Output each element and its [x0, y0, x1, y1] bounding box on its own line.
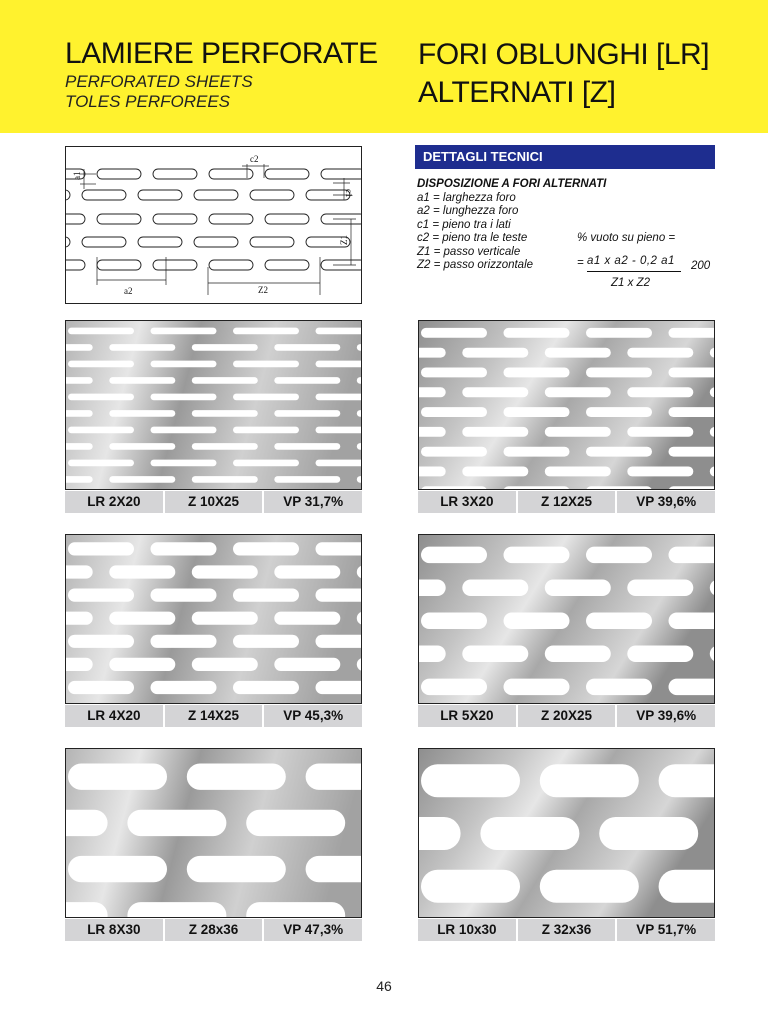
- slot-hole: [419, 348, 446, 358]
- diagram-slot: [321, 169, 361, 179]
- slot-hole: [66, 658, 93, 671]
- slot-hole: [151, 394, 217, 401]
- slot-hole: [316, 328, 362, 335]
- slot-hole: [233, 589, 299, 602]
- diagram-slot: [82, 237, 126, 247]
- slot-hole: [421, 870, 520, 903]
- diagram-slot: [138, 237, 182, 247]
- slot-hole: [627, 427, 693, 437]
- pitch: Z 32x36: [516, 919, 616, 941]
- sheet-pattern: [419, 535, 714, 703]
- sample-lr-2x20: [65, 320, 362, 513]
- definition-z2: Z2 = passo orizzontale: [417, 259, 534, 271]
- slot-hole: [127, 902, 226, 917]
- slot-hole: [669, 679, 715, 696]
- slot-hole: [274, 612, 340, 625]
- sheet-pattern: [66, 321, 361, 489]
- slot-hole: [545, 467, 611, 477]
- slot-hole: [233, 635, 299, 648]
- diagram-slot: [97, 260, 141, 270]
- technical-diagram: [65, 146, 362, 304]
- diagram-slot: [66, 260, 85, 270]
- slot-hole: [627, 467, 693, 477]
- slot-hole: [669, 613, 715, 630]
- slot-hole: [127, 810, 226, 836]
- definition-z1: Z1 = passo verticale: [417, 245, 521, 258]
- slot-hole: [504, 328, 570, 338]
- slot-hole: [151, 542, 217, 555]
- slot-hole: [66, 344, 93, 351]
- slot-hole: [151, 361, 217, 368]
- perforated-sheet-photo: [418, 748, 715, 918]
- hole-size: LR 8X30: [87, 922, 141, 937]
- diagram-drawing: [66, 147, 361, 303]
- slot-hole: [669, 368, 715, 378]
- pitch: Z 20X25: [516, 705, 616, 727]
- slot-hole: [68, 361, 134, 368]
- formula-label: % vuoto su pieno =: [577, 232, 676, 244]
- slot-hole: [68, 328, 134, 335]
- diagram-slot: [209, 169, 253, 179]
- slot-hole: [627, 348, 693, 358]
- page-number: 46: [376, 978, 392, 994]
- label-c2: c2: [250, 154, 259, 164]
- perforated-sheet-photo: [65, 748, 362, 918]
- slot-hole: [421, 328, 487, 338]
- slot-hole: [274, 377, 340, 384]
- open-area: VP 47,3%: [262, 919, 362, 941]
- diagram-slot: [265, 169, 309, 179]
- slot-hole: [421, 407, 487, 417]
- slot-hole: [599, 817, 698, 850]
- definition-c1: c1 = pieno tra i lati: [417, 218, 511, 231]
- diagram-slot: [82, 190, 126, 200]
- subtitle-french: TOLES PERFOREES: [65, 92, 231, 111]
- slot-hole: [586, 486, 652, 489]
- slot-hole: [66, 410, 93, 417]
- slot-hole: [151, 681, 217, 694]
- slot-hole: [659, 764, 714, 797]
- slot-hole: [419, 427, 446, 437]
- slot-hole: [274, 565, 340, 578]
- slot-hole: [462, 427, 528, 437]
- diagram-slot: [209, 214, 253, 224]
- slot-hole: [504, 679, 570, 696]
- sample-lr-3x20: [418, 320, 715, 513]
- slot-hole: [68, 394, 134, 401]
- slot-hole: [421, 447, 487, 457]
- page-title: LAMIERE PERFORATE: [65, 37, 378, 70]
- diagram-slot: [153, 260, 197, 270]
- slot-hole: [586, 547, 652, 564]
- slot-hole: [274, 476, 340, 483]
- slot-hole: [151, 328, 217, 335]
- sample-lr-8x30: [65, 748, 362, 941]
- technical-details: [415, 145, 715, 289]
- slot-hole: [68, 856, 167, 882]
- perforated-sheet-photo: [65, 534, 362, 704]
- label-z2: Z2: [258, 285, 268, 295]
- pitch: Z 10X25: [163, 491, 263, 513]
- slot-hole: [109, 410, 175, 417]
- slot-hole: [462, 646, 528, 663]
- slot-hole: [151, 427, 217, 434]
- diagram-slot: [97, 214, 141, 224]
- slot-hole: [586, 328, 652, 338]
- label-c1: c1: [344, 189, 354, 198]
- diagram-slot: [194, 237, 238, 247]
- diagram-slot: [66, 214, 85, 224]
- slot-hole: [192, 612, 258, 625]
- pitch: Z 12X25: [516, 491, 616, 513]
- hole-size: LR 2X20: [87, 494, 141, 509]
- slot-hole: [192, 658, 258, 671]
- spec-caption: [418, 705, 715, 727]
- label-z1: Z1: [339, 235, 349, 245]
- slot-hole: [504, 447, 570, 457]
- diagram-slot: [153, 169, 197, 179]
- formula-numerator: a1 x a2 - 0,2 a1: [587, 255, 675, 267]
- sample-lr-4x20: [65, 534, 362, 727]
- slot-hole: [192, 565, 258, 578]
- hole-size: LR 10x30: [437, 922, 497, 937]
- slot-hole: [586, 679, 652, 696]
- slot-hole: [233, 328, 299, 335]
- slot-hole: [233, 681, 299, 694]
- slot-hole: [68, 764, 167, 790]
- slot-hole: [68, 427, 134, 434]
- slot-hole: [669, 328, 715, 338]
- slot-hole: [540, 764, 639, 797]
- slot-hole: [233, 361, 299, 368]
- definition-a2: a2 = lunghezza foro: [417, 205, 519, 217]
- slot-hole: [462, 387, 528, 397]
- slot-hole: [545, 387, 611, 397]
- diagram-slot: [265, 260, 309, 270]
- slot-hole: [462, 348, 528, 358]
- slot-hole: [68, 681, 134, 694]
- slot-hole: [586, 407, 652, 417]
- slot-hole: [316, 589, 362, 602]
- slot-hole: [192, 344, 258, 351]
- definition-a1: a1 = larghezza foro: [417, 191, 516, 204]
- open-area: VP 39,6%: [615, 491, 715, 513]
- layout-heading: DISPOSIZIONE A FORI ALTERNATI: [417, 178, 607, 190]
- spec-caption: [418, 491, 715, 513]
- slot-hole: [545, 580, 611, 597]
- slot-hole: [306, 764, 361, 790]
- open-area: VP 39,6%: [615, 705, 715, 727]
- open-area: VP 45,3%: [262, 705, 362, 727]
- sheet-pattern: [419, 321, 714, 489]
- slot-hole: [504, 368, 570, 378]
- slot-hole: [421, 679, 487, 696]
- slot-hole: [192, 377, 258, 384]
- slot-hole: [233, 427, 299, 434]
- slot-hole: [504, 407, 570, 417]
- hole-size: LR 3X20: [440, 494, 494, 509]
- slot-hole: [669, 447, 715, 457]
- tech-details-bar: DETTAGLI TECNICI: [415, 145, 715, 169]
- slot-hole: [274, 443, 340, 450]
- slot-hole: [246, 810, 345, 836]
- slot-hole: [419, 817, 461, 850]
- slot-hole: [233, 542, 299, 555]
- diagram-slot: [250, 237, 294, 247]
- slot-hole: [68, 460, 134, 467]
- slot-hole: [109, 344, 175, 351]
- slot-hole: [187, 856, 286, 882]
- diagram-slot: [265, 214, 309, 224]
- slot-hole: [316, 635, 362, 648]
- definition-c2: c2 = pieno tra le teste: [417, 232, 528, 244]
- slot-hole: [316, 394, 362, 401]
- slot-hole: [109, 612, 175, 625]
- slot-hole: [68, 542, 134, 555]
- slot-hole: [462, 580, 528, 597]
- diagram-slot: [66, 190, 70, 200]
- slot-hole: [66, 810, 108, 836]
- slot-hole: [306, 856, 361, 882]
- slot-hole: [586, 613, 652, 630]
- diagram-slot: [97, 169, 141, 179]
- slot-hole: [316, 542, 362, 555]
- spec-caption: [65, 919, 362, 941]
- slot-hole: [109, 658, 175, 671]
- header-right: [418, 36, 709, 112]
- diagram-slot: [138, 190, 182, 200]
- slot-hole: [669, 486, 715, 489]
- slot-hole: [151, 589, 217, 602]
- formula-multiplier: 200: [691, 260, 711, 272]
- section-title-line2: ALTERNATI [Z]: [418, 76, 616, 109]
- slot-hole: [545, 427, 611, 437]
- spec-caption: [65, 705, 362, 727]
- slot-hole: [627, 580, 693, 597]
- slot-hole: [274, 658, 340, 671]
- slot-hole: [192, 410, 258, 417]
- slot-hole: [151, 635, 217, 648]
- slot-hole: [68, 589, 134, 602]
- slot-hole: [421, 368, 487, 378]
- slot-hole: [109, 476, 175, 483]
- slot-hole: [66, 902, 108, 917]
- metal-surface: [419, 321, 714, 489]
- slot-hole: [419, 467, 446, 477]
- formula-equals: =: [577, 257, 584, 269]
- slot-hole: [586, 368, 652, 378]
- sheet-pattern: [66, 749, 361, 917]
- slot-hole: [246, 902, 345, 917]
- open-area: VP 51,7%: [615, 919, 715, 941]
- slot-hole: [669, 407, 715, 417]
- slot-hole: [627, 646, 693, 663]
- slot-hole: [192, 476, 258, 483]
- label-a2: a2: [124, 286, 133, 296]
- section-title-line1: FORI OBLUNGHI [LR]: [418, 38, 710, 71]
- slot-hole: [545, 348, 611, 358]
- slot-hole: [462, 467, 528, 477]
- slot-hole: [233, 394, 299, 401]
- slot-hole: [419, 580, 446, 597]
- slot-hole: [109, 565, 175, 578]
- slot-hole: [66, 443, 93, 450]
- diagram-slot: [209, 260, 253, 270]
- slot-hole: [480, 817, 579, 850]
- slot-hole: [545, 646, 611, 663]
- sample-lr-10x30: [418, 748, 715, 941]
- tech-details-body: [415, 178, 715, 289]
- slot-hole: [504, 486, 570, 489]
- slot-hole: [504, 547, 570, 564]
- slot-hole: [419, 646, 446, 663]
- slot-hole: [421, 547, 487, 564]
- slot-hole: [627, 387, 693, 397]
- slot-hole: [504, 613, 570, 630]
- slot-hole: [421, 764, 520, 797]
- slot-hole: [68, 635, 134, 648]
- slot-hole: [316, 361, 362, 368]
- slot-hole: [316, 460, 362, 467]
- slot-hole: [316, 427, 362, 434]
- slot-hole: [419, 387, 446, 397]
- slot-hole: [192, 443, 258, 450]
- slot-hole: [233, 460, 299, 467]
- open-area: VP 31,7%: [262, 491, 362, 513]
- fraction-line: [587, 271, 681, 272]
- dimension-lines: [80, 164, 356, 295]
- slot-hole: [66, 377, 93, 384]
- spec-caption: [65, 491, 362, 513]
- hole-size: LR 4X20: [87, 708, 141, 723]
- slot-hole: [66, 612, 93, 625]
- slot-hole: [66, 476, 93, 483]
- slot-hole: [66, 565, 93, 578]
- slot-hole: [669, 547, 715, 564]
- slot-hole: [316, 681, 362, 694]
- spec-caption: [418, 919, 715, 941]
- pitch: Z 14X25: [163, 705, 263, 727]
- slot-hole: [659, 870, 714, 903]
- slot-hole: [274, 344, 340, 351]
- header-band: [0, 0, 768, 133]
- header-left: [65, 36, 378, 112]
- sheet-pattern: [419, 749, 714, 917]
- sample-lr-5x20: [418, 534, 715, 727]
- diagram-slot: [66, 237, 70, 247]
- slot-hole: [187, 764, 286, 790]
- perforated-sheet-photo: [418, 534, 715, 704]
- diagram-slot: [250, 190, 294, 200]
- label-a1: a1: [72, 171, 82, 180]
- perforated-sheet-photo: [418, 320, 715, 490]
- formula-denominator: Z1 x Z2: [611, 277, 650, 289]
- perforated-sheet-photo: [65, 320, 362, 490]
- subtitle-english: PERFORATED SHEETS: [65, 72, 253, 91]
- pitch: Z 28x36: [163, 919, 263, 941]
- sheet-pattern: [66, 535, 361, 703]
- slot-hole: [109, 443, 175, 450]
- slot-hole: [586, 447, 652, 457]
- slot-hole: [151, 460, 217, 467]
- slot-hole: [540, 870, 639, 903]
- diagram-slot: [194, 190, 238, 200]
- slot-hole: [109, 377, 175, 384]
- slot-hole: [274, 410, 340, 417]
- diagram-slot: [153, 214, 197, 224]
- slot-hole: [421, 613, 487, 630]
- hole-size: LR 5X20: [440, 708, 494, 723]
- slot-hole: [421, 486, 487, 489]
